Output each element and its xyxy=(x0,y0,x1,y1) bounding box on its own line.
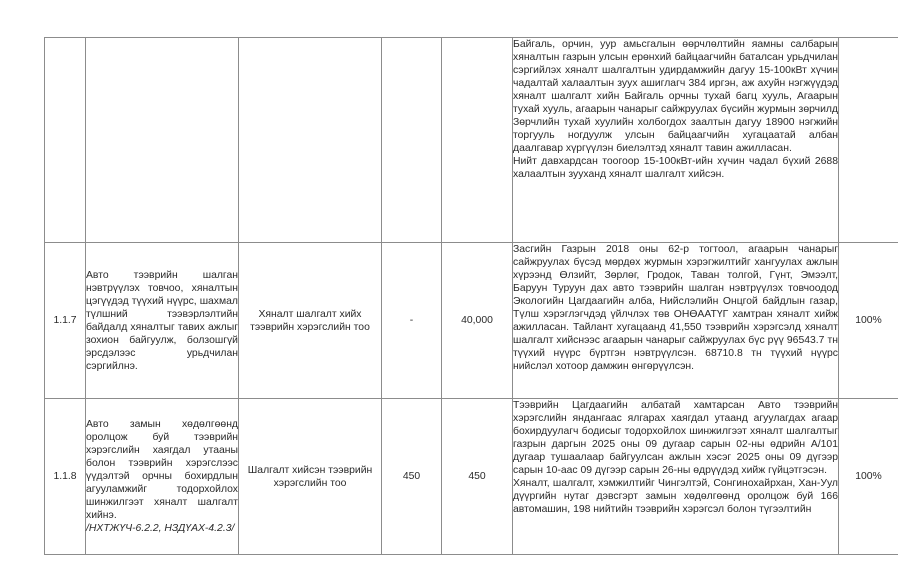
item-number-cell: 1.1.8 xyxy=(45,399,86,555)
item-number-cell xyxy=(45,38,86,243)
activity-cell xyxy=(86,38,239,243)
table-row xyxy=(45,38,898,243)
item-number-cell: 1.1.7 xyxy=(45,243,86,399)
table-row xyxy=(45,399,898,555)
result-cell xyxy=(513,399,839,555)
activity-cell xyxy=(86,399,239,555)
baseline-cell xyxy=(382,38,442,243)
indicator-cell xyxy=(239,38,382,243)
baseline-cell: 450 xyxy=(382,399,442,555)
percent-cell xyxy=(839,38,898,243)
target-cell: 450 xyxy=(442,399,513,555)
percent-cell: 100% xyxy=(839,243,898,399)
result-paragraph: Засгийн Газрын 2018 оны 62-р тогтоол, агаарын чанарыг сайжруулах бүсэд мөрдөх журмын хэрэгжилтийг хангуулах ажлын хүрээнд Өлзийт, Зөрлөг, Гродок, Таван толгой, Гүнт, Эмээлт, Баруун Туруун дах авто тээврийн шалган нэвтрүүлэх товчоодод Экологийн Цагдаагийн алба, Нийслэлийн Онцгой байдлын газар, Түлш хэрэглэгчдэд үйлчлэх төв ОНӨААТҮГ хамтран хяналт хийж ажилласан. Тайлант хугацаанд 41,550 тээврийн хэрэгсэлд хяналт шалгалт хийснээс агаарын чанарыг сайжруулах бүс рүү 96543.7 тн түүхий нүүрс бүртгэн нэвтрүүлсэн. 68710.8 тн түүхий нүүрс нийслэл хотоор дамжин өнгөрүүлсэн. xyxy=(513,244,838,372)
result-paragraph: Нийт давхардсан тоогоор 15-100кВт-ийн хүчин чадал бүхий 2688 халаалтын зууханд хяналт шалгалт хийсэн. xyxy=(513,156,838,180)
result-paragraph: Тээврийн Цагдаагийн албатай хамтарсан Авто тээврийн хэрэгслийн яндангаас ялгарах хаягдал утаанд агуулагдах агаар бохирдуулагч бодисыг тодорхойлох шинжилгээт хяналт шалгалтыг газрын даргын 2025 оны 09 дугаар сарын 02-ны өдрийн А/101 дугаар тушаалаар байгуулсан ажлын хэсэг 2025 оны 09 дүгээр сарын 10-аас 09 дүгээр сарын 26-ны өдрүүдэд хийж гүйцэтгэсэн. xyxy=(513,400,838,476)
result-paragraph: Хяналт, шалгалт, хэмжилтийг Чингэлтэй, Сонгинохайрхан, Хан-Уул дүүргийн нутаг дэвсгэрт замын хөдөлгөөнд оролцож буй 166 автомашин, 198 нийтийн тээврийн хэрэгсэл болон түгээлтийн xyxy=(513,478,838,515)
percent-cell: 100% xyxy=(839,399,898,555)
activity-reference: /НХТЖҮЧ-6.2.2, НЗДҮАХ-4.2.3/ xyxy=(86,523,235,534)
baseline-cell: - xyxy=(382,243,442,399)
target-cell xyxy=(442,38,513,243)
activity-text: Авто замын хөдөлгөөнд оролцож буй тээврийн хэрэгслийн хаягдал утааны болон тээврийн хэрэгслээс үүдэлтэй орчны бохирдлын агууламжийг тодорхойлох шинжилгээт хяналт шалгалт хийнэ. xyxy=(86,419,238,521)
target-cell: 40,000 xyxy=(442,243,513,399)
result-cell xyxy=(513,243,839,399)
action-plan-table xyxy=(44,37,898,555)
result-paragraph: Байгаль, орчин, уур амьсгалын өөрчлөлтийн яамны салбарын хяналтын газрын улсын ерөнхий байцаагчийн баталсан урьдчилан сэргийлэх хяналт шалгалтын удирдамжийн дагуу 15-100кВт хүчин чадалтай халаалтын зуух ашиглагч 384 иргэн, аж ахуйн нэгжүүдэд хяналт шалгалт хийн Байгаль орчны тухай багц хууль, Агаарын тухай хууль, агаарын чанарыг сайжруулах бүсийн журмын зөрчилд Зөрчлийн тухай хуулийн холбогдох заалтын дагуу 18900 нэгжийн торгууль ногдуулж улсын байцаагчийн хугацаатай албан даалгавар хүргүүлэн биелэлтэд хяналт тавин ажилласан. xyxy=(513,39,838,154)
activity-cell: Авто тээврийн шалган нэвтрүүлэх товчоо, хяналтын цэгүүдэд түүхий нүүрс, шахмал түлшний тээвэрлэлтийн байдалд хяналтыг тавих ажлыг зохион байгуулж, болзошгүй эрсдэлээс урьдчилан сэргийлнэ. xyxy=(86,243,239,399)
table-row xyxy=(45,243,898,399)
indicator-cell: Хяналт шалгалт хийх тээврийн хэрэгслийн тоо xyxy=(239,243,382,399)
indicator-cell: Шалгалт хийсэн тээврийн хэрэгслийн тоо xyxy=(239,399,382,555)
result-cell xyxy=(513,38,839,243)
